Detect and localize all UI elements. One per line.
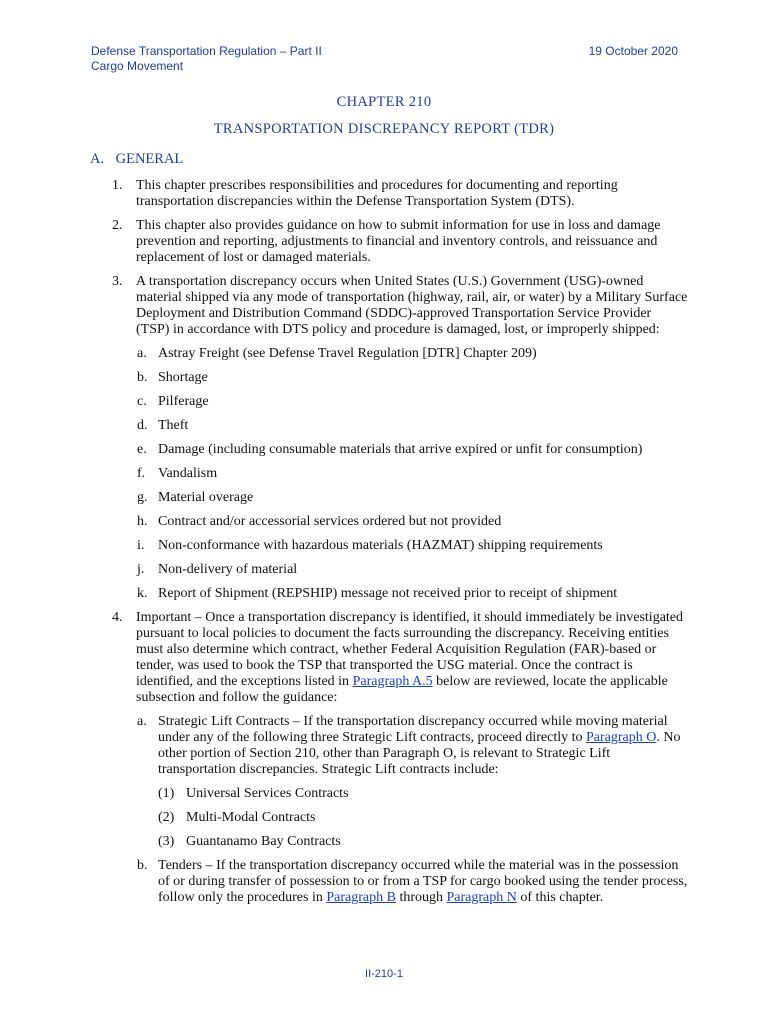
paragraph-text: A transportation discrepancy occurs when United States (U.S.) Government (USG)-owned material shipped via any mode of transportation (highway, rail, air, or water) by a Military Surface Deployment and Distribution Command (SDDC)-approved Transportation Service Provider (TSP) in accordance with DTS policy and procedure is damaged, lost, or improperly shipped: — [136, 274, 688, 337]
paragraph-text-start: Tenders – If the transportation discrepancy occurred while the material was in the possession of or during transfer of possession to or from a TSP for cargo booked using the tender process, follow only the procedures in — [158, 858, 688, 905]
paragraph-text: This chapter prescribes responsibilities and procedures for documenting and reporting transportation discrepancies within the Defense Transportation System (DTS). — [136, 178, 618, 209]
link-paragraph-o[interactable]: Paragraph O — [586, 730, 657, 745]
discrepancy-f — [90, 466, 688, 482]
list-text: Shortage — [158, 370, 208, 385]
list-number: (3) — [158, 834, 175, 849]
discrepancy-e — [90, 442, 688, 458]
list-letter: a. — [137, 714, 147, 729]
paragraph-text-mid: through — [395, 890, 447, 905]
paragraph-number: 3. — [112, 274, 123, 289]
list-letter: a. — [137, 346, 147, 361]
discrepancy-g — [90, 490, 688, 506]
paragraph-4 — [90, 610, 688, 706]
header-regulation: Defense Transportation Regulation – Part II — [91, 44, 322, 58]
list-text: Non-conformance with hazardous materials (HAZMAT) shipping requirements — [158, 538, 603, 553]
list-text: Guantanamo Bay Contracts — [186, 834, 341, 849]
discrepancy-i — [90, 538, 688, 554]
list-text: Astray Freight (see Defense Travel Regulation [DTR] Chapter 209) — [158, 346, 537, 361]
list-text: Report of Shipment (REPSHIP) message not received prior to receipt of shipment — [158, 586, 618, 601]
list-letter: d. — [137, 418, 148, 433]
header-part: Cargo Movement — [91, 59, 184, 73]
discrepancy-c — [90, 394, 688, 410]
list-text: Material overage — [158, 490, 254, 505]
paragraph-2 — [90, 218, 688, 266]
document-body — [90, 178, 688, 914]
discrepancy-b — [90, 370, 688, 386]
link-paragraph-n[interactable]: Paragraph N — [446, 890, 517, 905]
list-letter: c. — [137, 394, 147, 409]
list-number: (2) — [158, 810, 175, 825]
discrepancy-h — [90, 514, 688, 530]
header-date: 19 October 2020 — [588, 44, 678, 58]
list-letter: i. — [137, 538, 145, 553]
list-text: Damage (including consumable materials that arrive expired or unfit for consumption) — [158, 442, 643, 457]
section-title: GENERAL — [115, 151, 184, 167]
discrepancy-d — [90, 418, 688, 434]
list-letter: j. — [137, 562, 145, 577]
list-number: (1) — [158, 786, 175, 801]
list-letter: h. — [137, 514, 148, 529]
paragraph-text-end: of this chapter. — [516, 890, 604, 905]
discrepancy-j — [90, 562, 688, 578]
paragraph-number: 2. — [112, 218, 123, 233]
list-text: Pilferage — [158, 394, 209, 409]
paragraph-number: 4. — [112, 610, 123, 625]
paragraph-number: 1. — [112, 178, 123, 193]
contract-3 — [90, 834, 688, 850]
paragraph-text-start: Important – Once a transportation discrepancy is identified, it should immediately be investigated pursuant to local policies to document the facts surrounding the discrepancy. Receiving entities must also determine which contract, whether Federal Acquisition Regulation (FAR)-based or tender, was used to book the TSP that transported the USG material. Once the contract is identified, and the exceptions listed in — [136, 610, 684, 689]
paragraph-text: This chapter also provides guidance on how to submit information for use in loss and damage prevention and reporting, adjustments to financial and inventory controls, and reissuance and replacement of lost or damaged materials. — [136, 218, 661, 265]
paragraph-4a — [90, 714, 688, 778]
paragraph-text-end: below are reviewed, locate the applicable subsection and follow the guidance: — [136, 674, 668, 705]
list-letter: g. — [137, 490, 148, 505]
contract-1 — [90, 786, 688, 802]
section-heading — [90, 151, 183, 168]
list-letter: e. — [137, 442, 147, 457]
paragraph-text-start: Strategic Lift Contracts – If the transportation discrepancy occurred while moving material under any of the following three Strategic Lift contracts, proceed directly to — [158, 714, 668, 745]
section-letter: A. — [90, 151, 105, 167]
paragraph-4b — [90, 858, 688, 906]
paragraph-3 — [90, 274, 688, 338]
list-letter: b. — [137, 370, 148, 385]
discrepancy-k — [90, 586, 688, 602]
page-header — [91, 44, 678, 74]
list-text: Non-delivery of material — [158, 562, 298, 577]
paragraph-1 — [90, 178, 688, 210]
list-text: Theft — [158, 418, 189, 433]
list-text: Universal Services Contracts — [186, 786, 349, 801]
list-text: Vandalism — [158, 466, 218, 481]
page-number: II-210-1 — [365, 968, 403, 980]
chapter-title: TRANSPORTATION DISCREPANCY REPORT (TDR) — [213, 121, 555, 137]
chapter-number: CHAPTER 210 — [336, 94, 432, 110]
list-text: Multi-Modal Contracts — [186, 810, 316, 825]
list-letter: b. — [137, 858, 148, 873]
list-text: Contract and/or accessorial services ordered but not provided — [158, 514, 502, 529]
link-paragraph-a5[interactable]: Paragraph A.5 — [352, 674, 433, 689]
list-letter: f. — [137, 466, 146, 481]
paragraph-text-end: . No other portion of Section 210, other than Paragraph O, is relevant to Strategic Lift transportation discrepancies. Strategic Lift contracts include: — [158, 730, 681, 777]
contract-2 — [90, 810, 688, 826]
discrepancy-a — [90, 346, 688, 362]
link-paragraph-b[interactable]: Paragraph B — [326, 890, 396, 905]
list-letter: k. — [137, 586, 148, 601]
